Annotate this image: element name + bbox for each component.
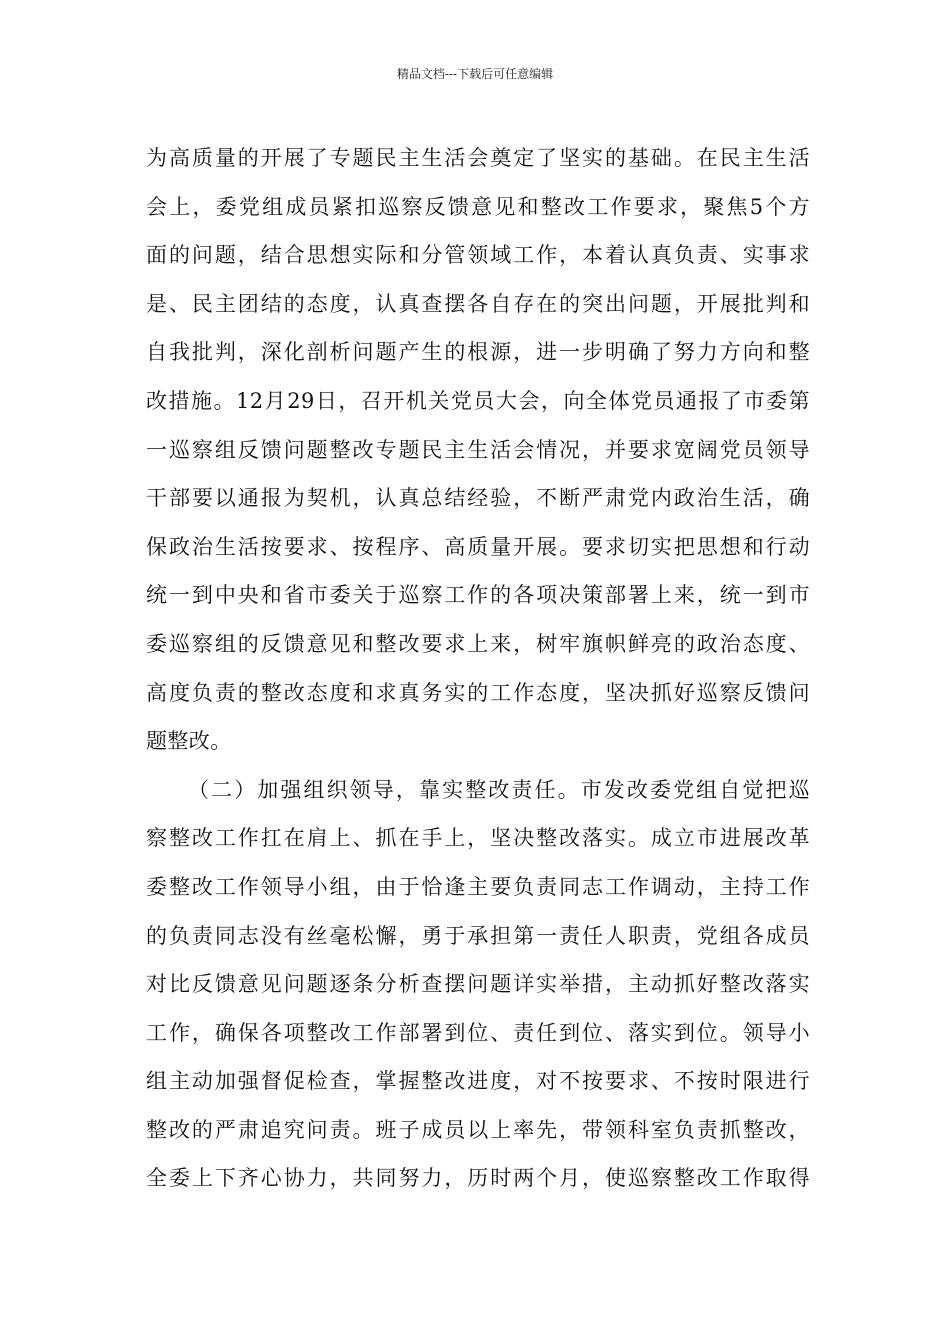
- document-body: [146, 134, 810, 1203]
- text-line: 的负责同志没有丝毫松懈，勇于承担第一责任人职责，党组各成员: [146, 923, 810, 948]
- text-line: 对比反馈意见问题逐条分析查摆问题详实举措，主动抓好整改落实: [146, 972, 810, 997]
- text-line: 一巡察组反馈问题整改专题民主生活会情况，并要求宽阔党员领导: [146, 437, 810, 462]
- text-line: 委整改工作领导小组，由于恰逢主要负责同志工作调动，主持工作: [146, 874, 810, 899]
- text-line: 高度负责的整改态度和求真务实的工作态度，坚决抓好巡察反馈问: [146, 680, 810, 705]
- text-line: 统一到中央和省市委关于巡察工作的各项决策部署上来，统一到市: [146, 583, 810, 608]
- text-line: 为高质量的开展了专题民主生活会奠定了坚实的基础。在民主生活: [146, 146, 810, 170]
- text-line: 会上，委党组成员紧扣巡察反馈意见和整改工作要求，聚焦5个方: [146, 194, 810, 219]
- text-line: 察整改工作扛在肩上、抓在手上，坚决整改落实。成立市进展改革: [146, 826, 810, 851]
- page-header: 精品文档---下载后可任意编辑: [396, 67, 554, 81]
- text-line: 题整改。: [146, 729, 232, 754]
- text-line: 组主动加强督促检查，掌握整改进度，对不按要求、不按时限进行: [146, 1069, 810, 1094]
- text-line: 是、民主团结的态度，认真查摆各自存在的突出问题，开展批判和: [146, 291, 810, 316]
- text-line: 面的问题，结合思想实际和分管领域工作，本着认真负责、实事求: [146, 243, 810, 268]
- paragraph: [146, 134, 810, 766]
- text-line: 整改的严肃追究问责。班子成员以上率先，带领科室负责抓整改，: [146, 1117, 810, 1142]
- text-line: 工作，确保各项整改工作部署到位、责任到位、落实到位。领导小: [146, 1020, 810, 1045]
- text-line: 干部要以通报为契机，认真总结经验，不断严肃党内政治生活，确: [146, 486, 810, 511]
- text-line: 自我批判，深化剖析问题产生的根源，进一步明确了努力方向和整: [146, 340, 810, 365]
- text-line: （二）加强组织领导，靠实整改责任。市发改委党组自觉把巡: [188, 777, 810, 802]
- text-line: 保政治生活按要求、按程序、高质量开展。要求切实把思想和行动: [146, 534, 810, 559]
- text-line: 改措施。12月29日，召开机关党员大会，向全体党员通报了市委第: [146, 388, 810, 413]
- text-line: 委巡察组的反馈意见和整改要求上来，树牢旗帜鲜亮的政治态度、: [146, 631, 810, 656]
- paragraph: [146, 766, 810, 1203]
- text-line: 全委上下齐心协力，共同努力，历时两个月，使巡察整改工作取得: [146, 1166, 810, 1191]
